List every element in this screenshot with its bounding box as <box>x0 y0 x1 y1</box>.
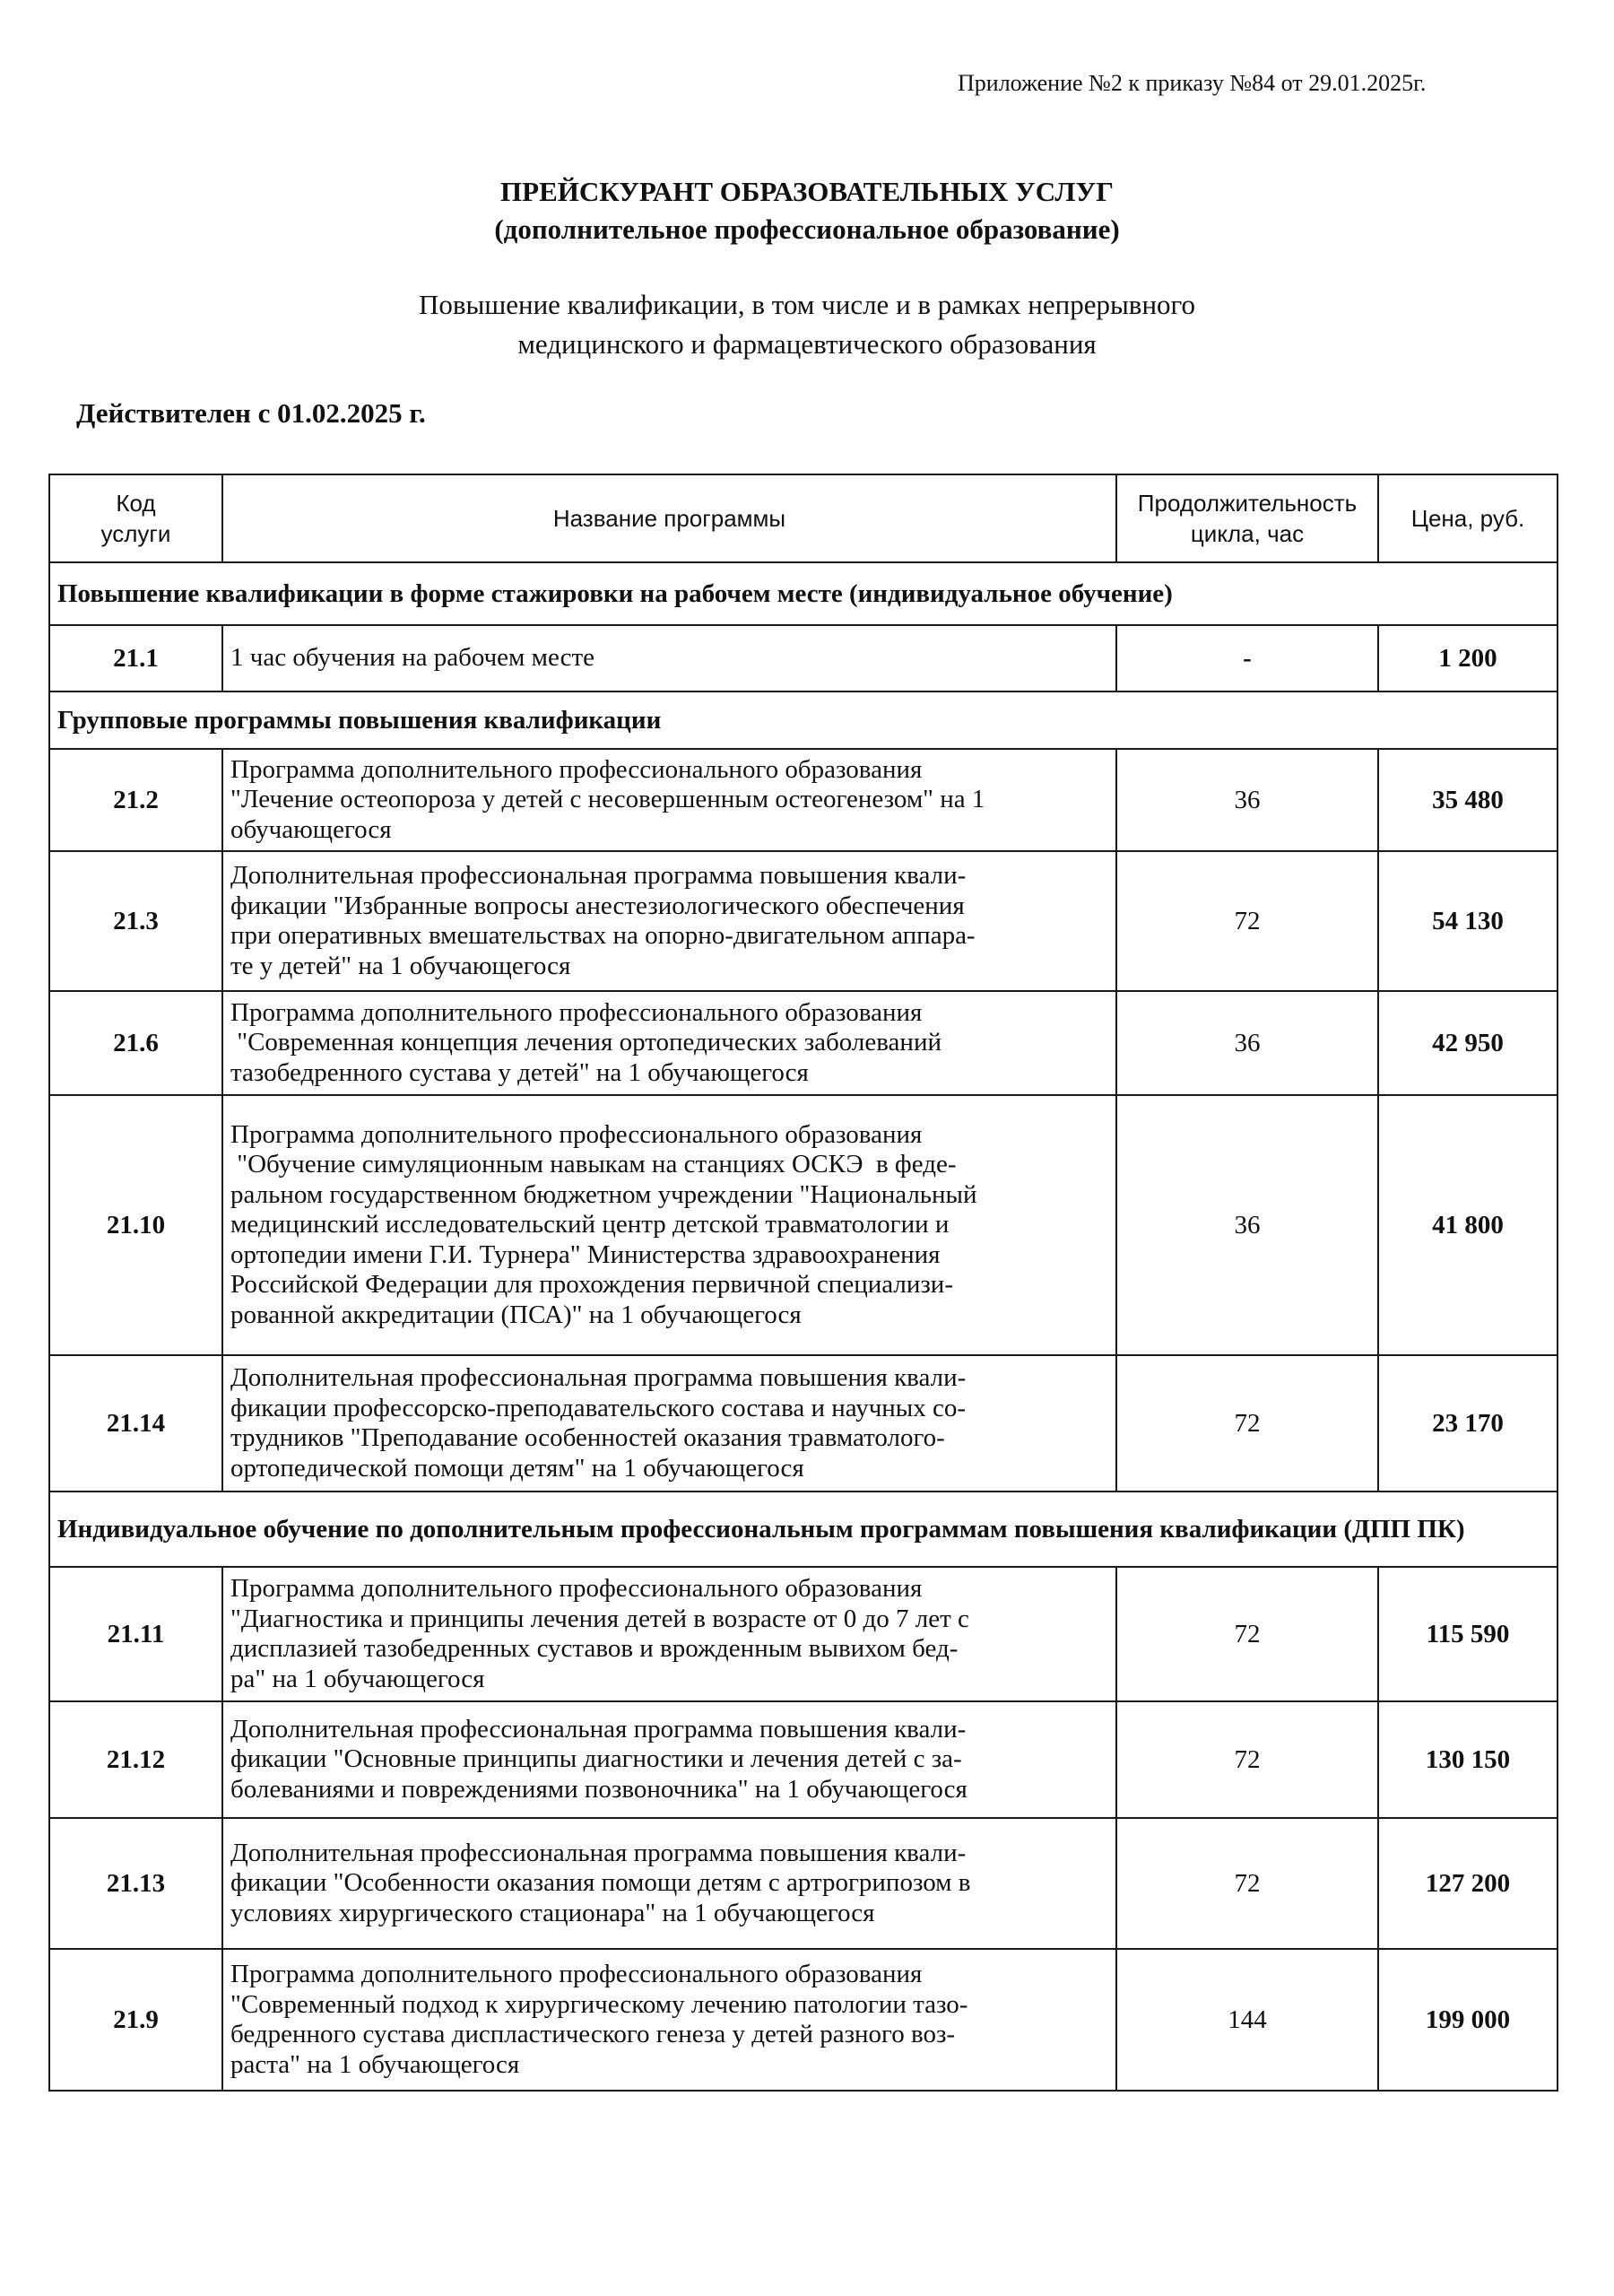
document-subtitle <box>0 285 1614 364</box>
program-name-line: Программа дополнительного профессионального образования <box>230 1960 923 1988</box>
program-name-line: 1 час обучения на рабочем месте <box>230 643 594 673</box>
cycle-duration: 36 <box>1116 1095 1378 1355</box>
program-name-line: бедренного сустава диспластического генеза у детей разного воз- <box>230 2020 956 2048</box>
cycle-duration: 72 <box>1116 851 1378 991</box>
program-name-line: "Лечение остеопороза у детей с несовершенным остеогенезом" на 1 <box>230 785 985 814</box>
price-value: 41 800 <box>1378 1095 1558 1355</box>
program-name-line: ра" на 1 обучающегося <box>230 1664 485 1693</box>
program-name-line: Российской Федерации для прохождения первичной специализи- <box>230 1270 953 1300</box>
program-name-line: медицинский исследовательский центр детской травматологии и <box>230 1210 950 1239</box>
service-code: 21.9 <box>49 1949 222 2091</box>
program-name-line: фикации профессорско-преподавательского состава и научных со- <box>230 1393 967 1422</box>
program-name-line: раста" на 1 обучающегося <box>230 2049 520 2079</box>
service-code: 21.2 <box>49 749 222 851</box>
program-name-line: дисплазией тазобедренных суставов и врожденным вывихом бед- <box>230 1634 959 1663</box>
program-name-line: обучающегося <box>230 814 392 844</box>
valid-from-date: Действителен с 01.02.2025 г. <box>76 397 426 429</box>
column-header-duration: Продолжительность цикла, час <box>1116 474 1378 562</box>
program-name-line: те у детей" на 1 обучающегося <box>230 951 571 980</box>
program-name-line: болеваниями и повреждениями позвоночника" на 1 обучающегося <box>230 1774 968 1804</box>
price-value: 23 170 <box>1378 1355 1558 1492</box>
service-code: 21.6 <box>49 991 222 1095</box>
table-row <box>49 991 1558 1095</box>
title-line-2: (дополнительное профессиональное образование) <box>494 213 1120 245</box>
program-name <box>222 749 1116 851</box>
section-title: Повышение квалификации в форме стажировки на рабочем месте (индивидуальное обучение) <box>49 562 1558 625</box>
price-value: 127 200 <box>1378 1818 1558 1949</box>
program-name <box>222 1701 1116 1818</box>
column-header-price: Цена, руб. <box>1378 474 1558 562</box>
table-header-row <box>49 474 1558 562</box>
program-name-line: рованной аккредитации (ПСА)" на 1 обучающегося <box>230 1300 802 1329</box>
program-name-line: фикации "Основные принципы диагностики и лечения детей с за- <box>230 1744 962 1774</box>
program-name-line: тазобедренного сустава у детей" на 1 обучающегося <box>230 1057 809 1087</box>
cycle-duration: 72 <box>1116 1818 1378 1949</box>
service-code: 21.3 <box>49 851 222 991</box>
program-name-line: ортопедической помощи детям" на 1 обучающегося <box>230 1453 804 1483</box>
service-code: 21.12 <box>49 1701 222 1818</box>
service-code: 21.13 <box>49 1818 222 1949</box>
program-name <box>222 1949 1116 2091</box>
table-row <box>49 1818 1558 1949</box>
cycle-duration: 36 <box>1116 991 1378 1095</box>
section-title: Групповые программы повышения квалификации <box>49 691 1558 749</box>
program-name-line: "Диагностика и принципы лечения детей в возрасте от 0 до 7 лет с <box>230 1604 969 1633</box>
table-row <box>49 749 1558 851</box>
program-name-line: условиях хирургического стационара" на 1 обучающегося <box>230 1898 875 1927</box>
program-name-line: Дополнительная профессиональная программа повышения квали- <box>230 1838 967 1867</box>
table-row <box>49 1949 1558 2091</box>
program-name-line: трудников "Преподавание особенностей оказания травматолого- <box>230 1423 945 1452</box>
program-name-line: Программа дополнительного профессионального образования <box>230 1574 923 1603</box>
program-name-line: ортопедии имени Г.И. Турнера" Министерства здравоохранения <box>230 1239 941 1269</box>
price-value: 42 950 <box>1378 991 1558 1095</box>
program-name-line: при оперативных вмешательствах на опорно-двигательном аппара- <box>230 921 976 950</box>
cycle-duration: 36 <box>1116 749 1378 851</box>
program-name-line: "Современный подход к хирургическому лечению патологии тазо- <box>230 1989 968 2019</box>
program-name-line: Программа дополнительного профессионального образования <box>230 997 923 1027</box>
table-row <box>49 1095 1558 1355</box>
section-row <box>49 562 1558 625</box>
table-row <box>49 625 1558 691</box>
service-code: 21.1 <box>49 625 222 691</box>
table-row <box>49 851 1558 991</box>
program-name-line: Дополнительная профессиональная программа повышения квали- <box>230 861 967 890</box>
program-name <box>222 991 1116 1095</box>
section-row <box>49 691 1558 749</box>
cycle-duration: 72 <box>1116 1701 1378 1818</box>
appendix-reference: Приложение №2 к приказу №84 от 29.01.2025г. <box>958 70 1427 96</box>
price-value: 54 130 <box>1378 851 1558 991</box>
subtitle-line-2: медицинского и фармацевтического образования <box>517 328 1097 360</box>
table-row <box>49 1701 1558 1818</box>
price-value: 199 000 <box>1378 1949 1558 2091</box>
program-name <box>222 851 1116 991</box>
program-name-line: Программа дополнительного профессионального образования <box>230 1119 923 1149</box>
price-value: 1 200 <box>1378 625 1558 691</box>
program-name-line: Программа дополнительного профессионального образования <box>230 754 923 784</box>
cycle-duration: - <box>1116 625 1378 691</box>
price-value: 130 150 <box>1378 1701 1558 1818</box>
cycle-duration: 72 <box>1116 1567 1378 1701</box>
cycle-duration: 144 <box>1116 1949 1378 2091</box>
program-name-line: ральном государственном бюджетном учреждении "Национальный <box>230 1179 977 1209</box>
program-name <box>222 1567 1116 1701</box>
price-value: 35 480 <box>1378 749 1558 851</box>
program-name-line: фикации "Избранные вопросы анестезиологического обеспечения <box>230 891 965 920</box>
program-name <box>222 1095 1116 1355</box>
subtitle-line-1: Повышение квалификации, в том числе и в рамках непрерывного <box>419 289 1195 320</box>
document-title <box>0 173 1614 248</box>
price-value: 115 590 <box>1378 1567 1558 1701</box>
title-line-1: ПРЕЙСКУРАНТ ОБРАЗОВАТЕЛЬНЫХ УСЛУГ <box>500 176 1114 207</box>
program-name-line: "Современная концепция лечения ортопедических заболеваний <box>230 1028 941 1057</box>
service-code: 21.11 <box>49 1567 222 1701</box>
section-row <box>49 1492 1558 1567</box>
service-code: 21.14 <box>49 1355 222 1492</box>
program-name-line: фикации "Особенности оказания помощи детям с артрогрипозом в <box>230 1868 971 1898</box>
program-name <box>222 625 1116 691</box>
service-code: 21.10 <box>49 1095 222 1355</box>
table-row <box>49 1355 1558 1492</box>
program-name <box>222 1818 1116 1949</box>
program-name-line: Дополнительная профессиональная программа повышения квали- <box>230 1714 967 1744</box>
program-name-line: "Обучение симуляционным навыкам на станциях ОСКЭ в феде- <box>230 1150 957 1179</box>
program-name-line: Дополнительная профессиональная программа повышения квали- <box>230 1363 967 1392</box>
column-header-name: Название программы <box>222 474 1116 562</box>
price-table <box>48 474 1558 2092</box>
cycle-duration: 72 <box>1116 1355 1378 1492</box>
program-name <box>222 1355 1116 1492</box>
table-row <box>49 1567 1558 1701</box>
section-title: Индивидуальное обучение по дополнительным профессиональным программам повышения квалификации (ДПП ПК) <box>49 1492 1558 1567</box>
column-header-code: Код услуги <box>49 474 222 562</box>
